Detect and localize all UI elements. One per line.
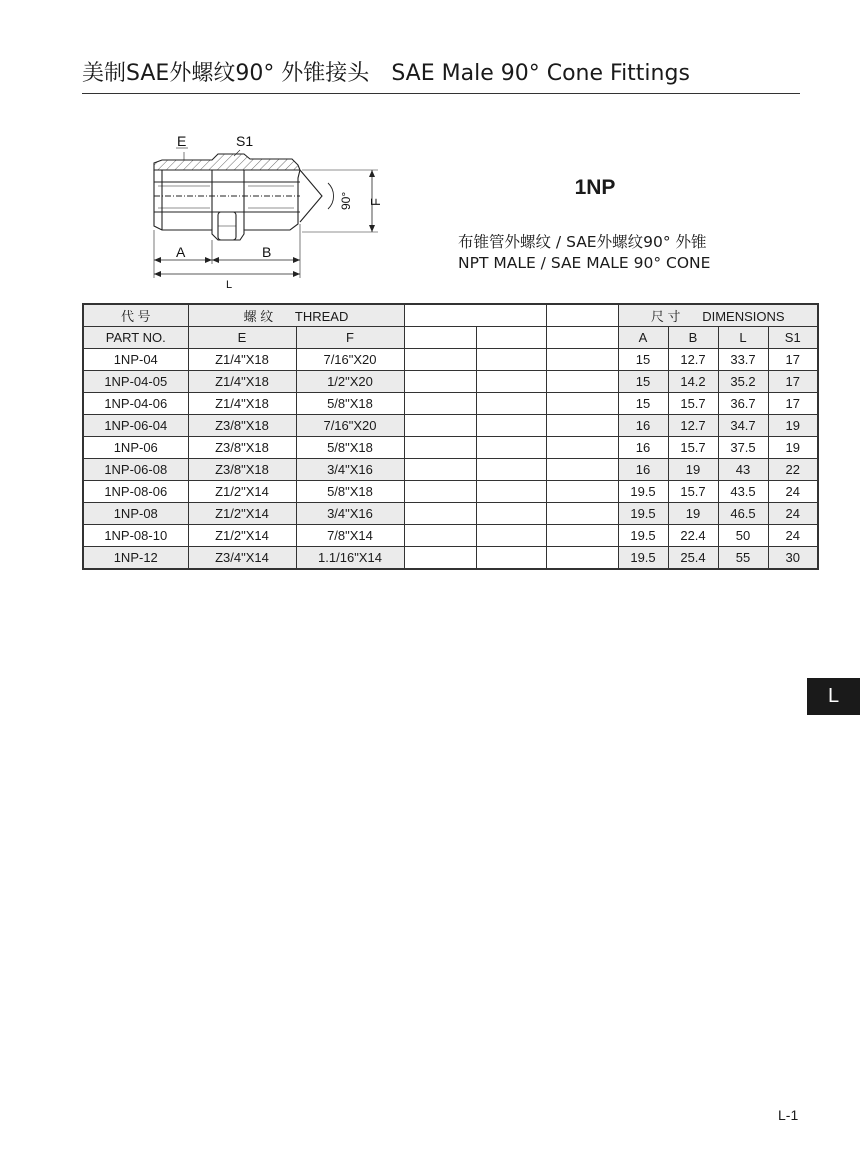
product-code: 1NP [574, 176, 616, 199]
cell-f: 5/8"X18 [296, 393, 404, 415]
cell-l: 37.5 [718, 437, 768, 459]
empty-cell [476, 459, 546, 481]
empty-cell [476, 481, 546, 503]
table-row [83, 393, 818, 415]
cell-a: 19.5 [618, 503, 668, 525]
page-title-en: SAE Male 90° Cone Fittings [391, 61, 690, 86]
empty-cell [476, 437, 546, 459]
cell-f: 3/4"X16 [296, 503, 404, 525]
cell-e: Z1/2"X14 [188, 481, 296, 503]
cell-e: Z1/2"X14 [188, 525, 296, 547]
table-row [83, 437, 818, 459]
cell-f: 7/8"X14 [296, 525, 404, 547]
cell-f: 5/8"X18 [296, 481, 404, 503]
cell-b: 15.7 [668, 481, 718, 503]
empty-header-cell [404, 304, 546, 327]
cell-s1: 24 [768, 525, 818, 547]
empty-cell [404, 547, 476, 570]
cell-s1: 17 [768, 349, 818, 371]
cell-l: 50 [718, 525, 768, 547]
empty-cell [476, 415, 546, 437]
col-header-a: A [618, 327, 668, 349]
empty-cell [476, 525, 546, 547]
cell-e: Z1/4"X18 [188, 371, 296, 393]
table-row [83, 371, 818, 393]
empty-cell [546, 503, 618, 525]
cell-s1: 19 [768, 437, 818, 459]
label-a: A [176, 244, 186, 260]
cell-e: Z3/8"X18 [188, 459, 296, 481]
empty-cell [476, 393, 546, 415]
label-angle: 90° [339, 191, 353, 210]
cell-a: 15 [618, 371, 668, 393]
thread-header-en: THREAD [294, 309, 349, 324]
cell-l: 46.5 [718, 503, 768, 525]
cell-e: Z3/8"X18 [188, 437, 296, 459]
empty-cell [546, 547, 618, 570]
page-number: L-1 [778, 1107, 799, 1123]
product-desc-cn: 布锥管外螺纹 / SAE外螺纹90° 外锥 [458, 233, 707, 251]
cell-b: 12.7 [668, 349, 718, 371]
empty-cell [404, 393, 476, 415]
empty-cell [404, 437, 476, 459]
cell-part: 1NP-06-04 [83, 415, 188, 437]
empty-cell [404, 503, 476, 525]
cell-b: 15.7 [668, 437, 718, 459]
empty-header-cell [546, 304, 618, 327]
cell-b: 22.4 [668, 525, 718, 547]
col-header-e: E [188, 327, 296, 349]
table-header-row-1 [83, 304, 818, 327]
cell-part: 1NP-08-10 [83, 525, 188, 547]
part-no-header-cn: 代 号 [83, 304, 188, 327]
cell-f: 7/16"X20 [296, 349, 404, 371]
empty-cell [546, 349, 618, 371]
empty-cell [546, 371, 618, 393]
empty-cell [476, 503, 546, 525]
cell-l: 35.2 [718, 371, 768, 393]
empty-cell [546, 393, 618, 415]
cell-s1: 30 [768, 547, 818, 570]
page-title [82, 56, 690, 87]
empty-cell [404, 481, 476, 503]
cell-s1: 17 [768, 371, 818, 393]
page-title-cn: 美制SAE外螺纹90° 外锥接头 [82, 61, 370, 86]
part-no-header-en: PART NO. [83, 327, 188, 349]
cell-a: 19.5 [618, 547, 668, 570]
label-e: E [177, 133, 187, 149]
table-header-row-2 [83, 327, 818, 349]
table-row [83, 481, 818, 503]
empty-cell [476, 547, 546, 570]
empty-cell [546, 459, 618, 481]
title-divider [82, 93, 800, 94]
cell-b: 14.2 [668, 371, 718, 393]
col-header-b: B [668, 327, 718, 349]
empty-cell [404, 525, 476, 547]
cell-b: 19 [668, 459, 718, 481]
cell-b: 12.7 [668, 415, 718, 437]
cell-part: 1NP-04 [83, 349, 188, 371]
dimensions-header-en: DIMENSIONS [702, 309, 785, 324]
cell-a: 15 [618, 393, 668, 415]
empty-cell [546, 437, 618, 459]
empty-header-cell [476, 327, 546, 349]
cell-e: Z1/4"X18 [188, 349, 296, 371]
cell-f: 5/8"X18 [296, 437, 404, 459]
cell-e: Z1/4"X18 [188, 393, 296, 415]
cell-part: 1NP-12 [83, 547, 188, 570]
cell-part: 1NP-08 [83, 503, 188, 525]
cell-f: 1.1/16"X14 [296, 547, 404, 570]
thread-header [188, 304, 404, 327]
cell-l: 33.7 [718, 349, 768, 371]
cell-l: 34.7 [718, 415, 768, 437]
col-header-l: L [718, 327, 768, 349]
empty-header-cell [546, 327, 618, 349]
product-desc-en: NPT MALE / SAE MALE 90° CONE [458, 254, 711, 272]
cell-a: 19.5 [618, 525, 668, 547]
thread-header-cn: 螺 纹 [243, 309, 274, 324]
cell-f: 1/2"X20 [296, 371, 404, 393]
empty-cell [404, 371, 476, 393]
cell-s1: 24 [768, 503, 818, 525]
cell-s1: 24 [768, 481, 818, 503]
cell-b: 25.4 [668, 547, 718, 570]
table-row [83, 349, 818, 371]
label-s1: S1 [236, 133, 254, 149]
label-b: B [262, 244, 272, 260]
col-header-f: F [296, 327, 404, 349]
empty-cell [546, 415, 618, 437]
table-row [83, 415, 818, 437]
label-l: L [226, 279, 233, 288]
cell-b: 15.7 [668, 393, 718, 415]
cell-e: Z3/4"X14 [188, 547, 296, 570]
empty-cell [546, 525, 618, 547]
cell-part: 1NP-08-06 [83, 481, 188, 503]
cell-s1: 17 [768, 393, 818, 415]
cell-part: 1NP-06-08 [83, 459, 188, 481]
cell-s1: 22 [768, 459, 818, 481]
table-row [83, 459, 818, 481]
empty-cell [404, 349, 476, 371]
dimensions-header [618, 304, 818, 327]
cell-e: Z3/8"X18 [188, 415, 296, 437]
cell-l: 43 [718, 459, 768, 481]
cell-a: 15 [618, 349, 668, 371]
cell-a: 19.5 [618, 481, 668, 503]
empty-cell [404, 459, 476, 481]
cell-a: 16 [618, 415, 668, 437]
empty-cell [476, 349, 546, 371]
col-header-s1: S1 [768, 327, 818, 349]
cell-part: 1NP-04-06 [83, 393, 188, 415]
empty-header-cell [404, 327, 476, 349]
dimensions-header-cn: 尺 寸 [650, 309, 681, 324]
label-f: F [368, 198, 383, 206]
empty-cell [476, 371, 546, 393]
cell-l: 43.5 [718, 481, 768, 503]
cell-part: 1NP-04-05 [83, 371, 188, 393]
empty-cell [546, 481, 618, 503]
section-tab: L [807, 678, 860, 715]
cell-s1: 19 [768, 415, 818, 437]
table-row [83, 547, 818, 570]
cell-part: 1NP-06 [83, 437, 188, 459]
empty-cell [404, 415, 476, 437]
cell-e: Z1/2"X14 [188, 503, 296, 525]
cell-b: 19 [668, 503, 718, 525]
cell-l: 36.7 [718, 393, 768, 415]
cell-a: 16 [618, 437, 668, 459]
fitting-drawing [140, 128, 385, 288]
cell-f: 3/4"X16 [296, 459, 404, 481]
table-row [83, 525, 818, 547]
cell-f: 7/16"X20 [296, 415, 404, 437]
table-row [83, 503, 818, 525]
cell-a: 16 [618, 459, 668, 481]
spec-table [82, 303, 819, 570]
cell-l: 55 [718, 547, 768, 570]
